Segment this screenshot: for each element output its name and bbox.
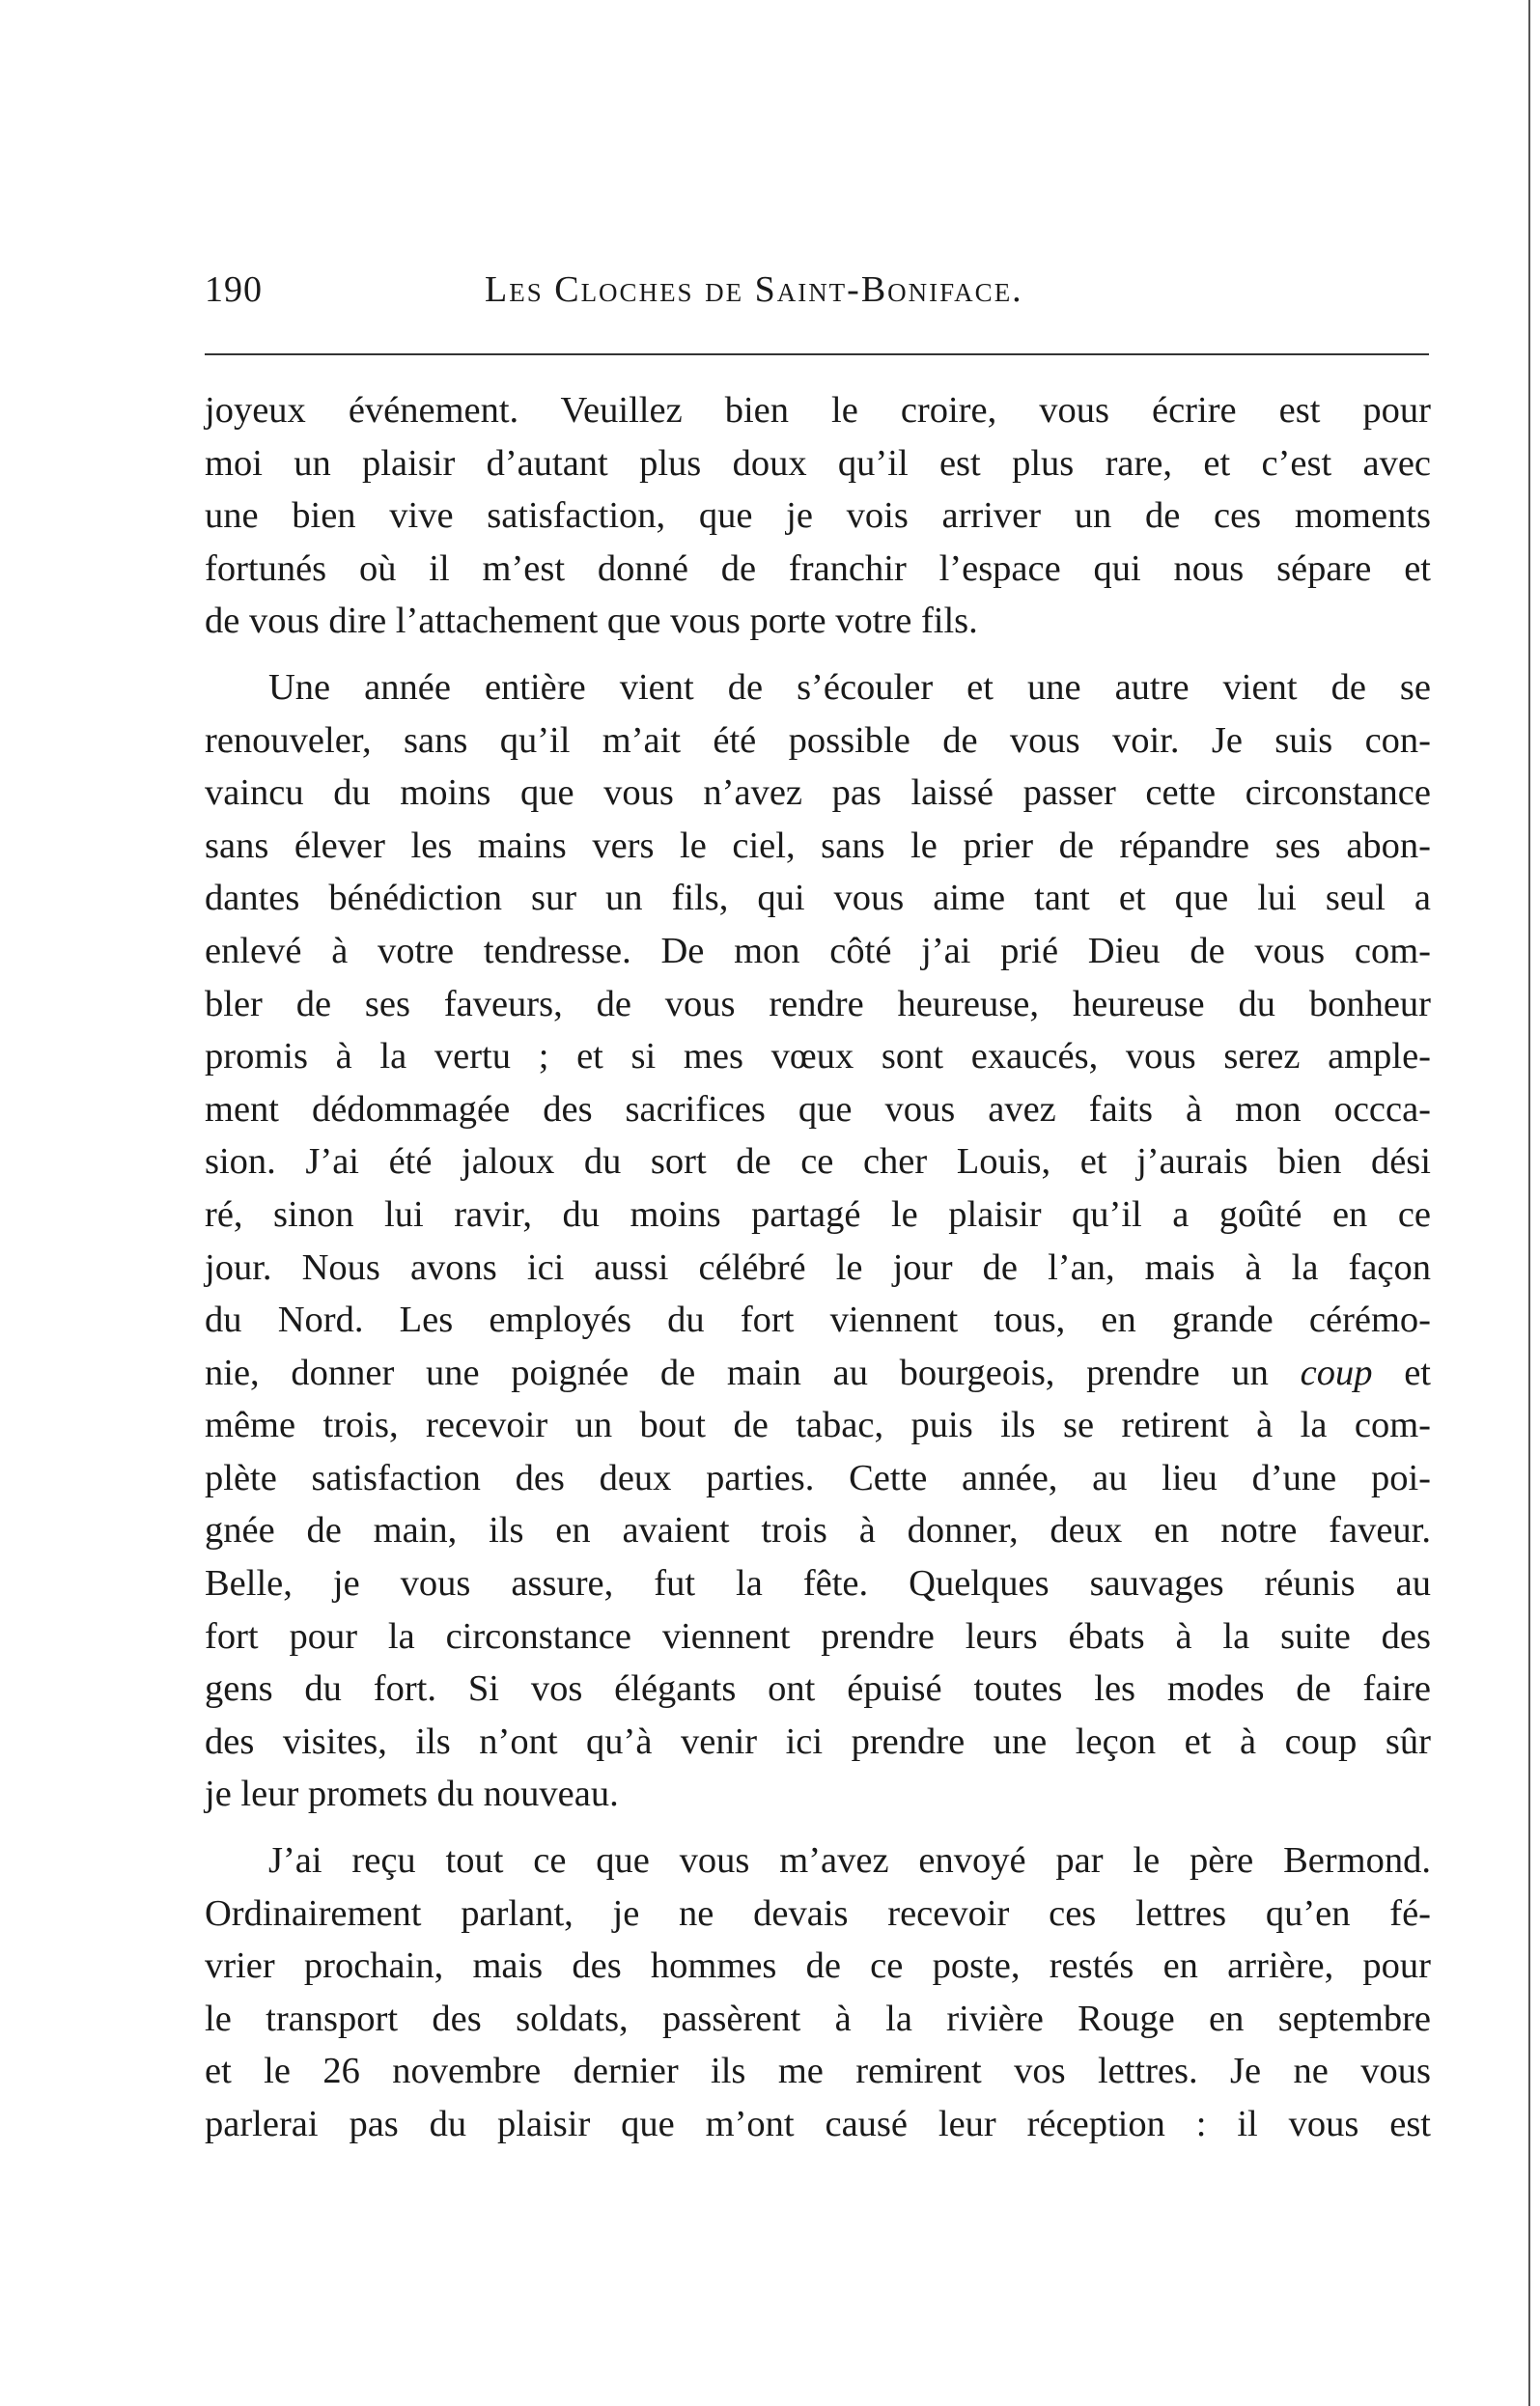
text-line: promis à la vertu ; et si mes vœux sont exaucés, vous serez ample- xyxy=(205,1036,1431,1077)
text-segment: et xyxy=(1404,1352,1432,1393)
text-line: fort pour la circonstance viennent prendre leurs ébats à la suite des xyxy=(205,1615,1431,1657)
text-line: gens du fort. Si vos élégants ont épuisé toutes les modes de faire xyxy=(205,1668,1431,1710)
text-line: moi un plaisir d’autant plus doux qu’il est plus rare, et c’est avec xyxy=(205,442,1431,484)
text-line: ré, sinon lui ravir, du moins partagé le plaisir qu’il a goûté en ce xyxy=(205,1193,1431,1235)
text-line: sans élever les mains vers le ciel, sans le prier de répandre ses abon- xyxy=(205,825,1431,866)
page-edge-shadow xyxy=(1528,0,1530,2406)
text-line: Une année entière vient de s’écouler et une autre vient de se xyxy=(268,666,1431,708)
page-number: 190 xyxy=(205,269,263,310)
text-line: parlerai pas du plaisir que m’ont causé leur réception : il vous est xyxy=(205,2104,1431,2144)
paragraph-gap xyxy=(205,648,1431,661)
text-line: joyeux événement. Veuillez bien le croire, vous écrire est pour xyxy=(205,390,1431,431)
text-line: Ordinairement parlant, je ne devais recevoir ces lettres qu’en fé- xyxy=(205,1892,1431,1934)
text-line: une bien vive satisfaction, que je vois arriver un de ces moments xyxy=(205,495,1431,537)
text-line: bler de ses faveurs, de vous rendre heureuse, heureuse du bonheur xyxy=(205,983,1431,1024)
text-line: le transport des soldats, passèrent à la rivière Rouge en septembre xyxy=(205,1998,1431,2039)
paragraph-1 xyxy=(205,384,1431,648)
paragraph-3 xyxy=(205,1834,1431,2151)
text-line: dantes bénédiction sur un fils, qui vous aime tant et que lui seul a xyxy=(205,878,1431,919)
text-line: gnée de main, ils en avaient trois à donner, deux en notre faveur. xyxy=(205,1510,1431,1552)
text-line: du Nord. Les employés du fort viennent tous, en grande cérémo- xyxy=(205,1300,1431,1341)
text-line: je leur promets du nouveau. xyxy=(205,1774,619,1815)
text-line: J’ai reçu tout ce que vous m’avez envoyé par le père Bermond. xyxy=(268,1840,1431,1882)
text-line: plète satisfaction des deux parties. Cette année, au lieu d’une poi- xyxy=(205,1457,1431,1498)
text-line: ment dédommagée des sacrifices que vous avez faits à mon occca- xyxy=(205,1088,1431,1130)
text-line: et le 26 novembre dernier ils me remirent vos lettres. Je ne vous xyxy=(205,2051,1431,2092)
text-line: des visites, ils n’ont qu’à venir ici prendre une leçon et à coup sûr xyxy=(205,1721,1431,1762)
text-line: renouveler, sans qu’il m’ait été possible de vous voir. Je suis con- xyxy=(205,719,1431,761)
text-line: fortunés où il m’est donné de franchir l’espace qui nous sépare et xyxy=(205,547,1431,589)
text-line: vaincu du moins que vous n’avez pas laissé passer cette circonstance xyxy=(205,772,1431,814)
text-line: même trois, recevoir un bout de tabac, puis ils se retirent à la com- xyxy=(205,1405,1431,1446)
text-line: jour. Nous avons ici aussi célébré le jour de l’an, mais à la façon xyxy=(205,1246,1431,1288)
text-line: Belle, je vous assure, fut la fête. Quelques sauvages réunis au xyxy=(205,1563,1431,1605)
text-line: de vous dire l’attachement que vous porte votre fils. xyxy=(205,601,978,642)
header-rule xyxy=(205,353,1429,355)
text-line: enlevé à votre tendresse. De mon côté j’ai prié Dieu de vous com- xyxy=(205,930,1431,971)
paragraph-2 xyxy=(205,661,1431,1821)
italic-word: coup xyxy=(1300,1352,1373,1393)
text-line: sion. J’ai été jaloux du sort de ce cher Louis, et j’aurais bien dési xyxy=(205,1141,1431,1183)
paragraph-gap xyxy=(205,1821,1431,1834)
text-segment: nie, donner une poignée de main au bourgeois, prendre un xyxy=(205,1352,1269,1393)
text-line: vrier prochain, mais des hommes de ce poste, restés en arrière, pour xyxy=(205,1945,1431,1987)
text-line-with-italic xyxy=(205,1347,1431,1400)
running-title: Les Cloches de Saint-Boniface. xyxy=(485,269,1023,310)
page-header xyxy=(205,268,1429,326)
body-text xyxy=(205,384,1431,2151)
